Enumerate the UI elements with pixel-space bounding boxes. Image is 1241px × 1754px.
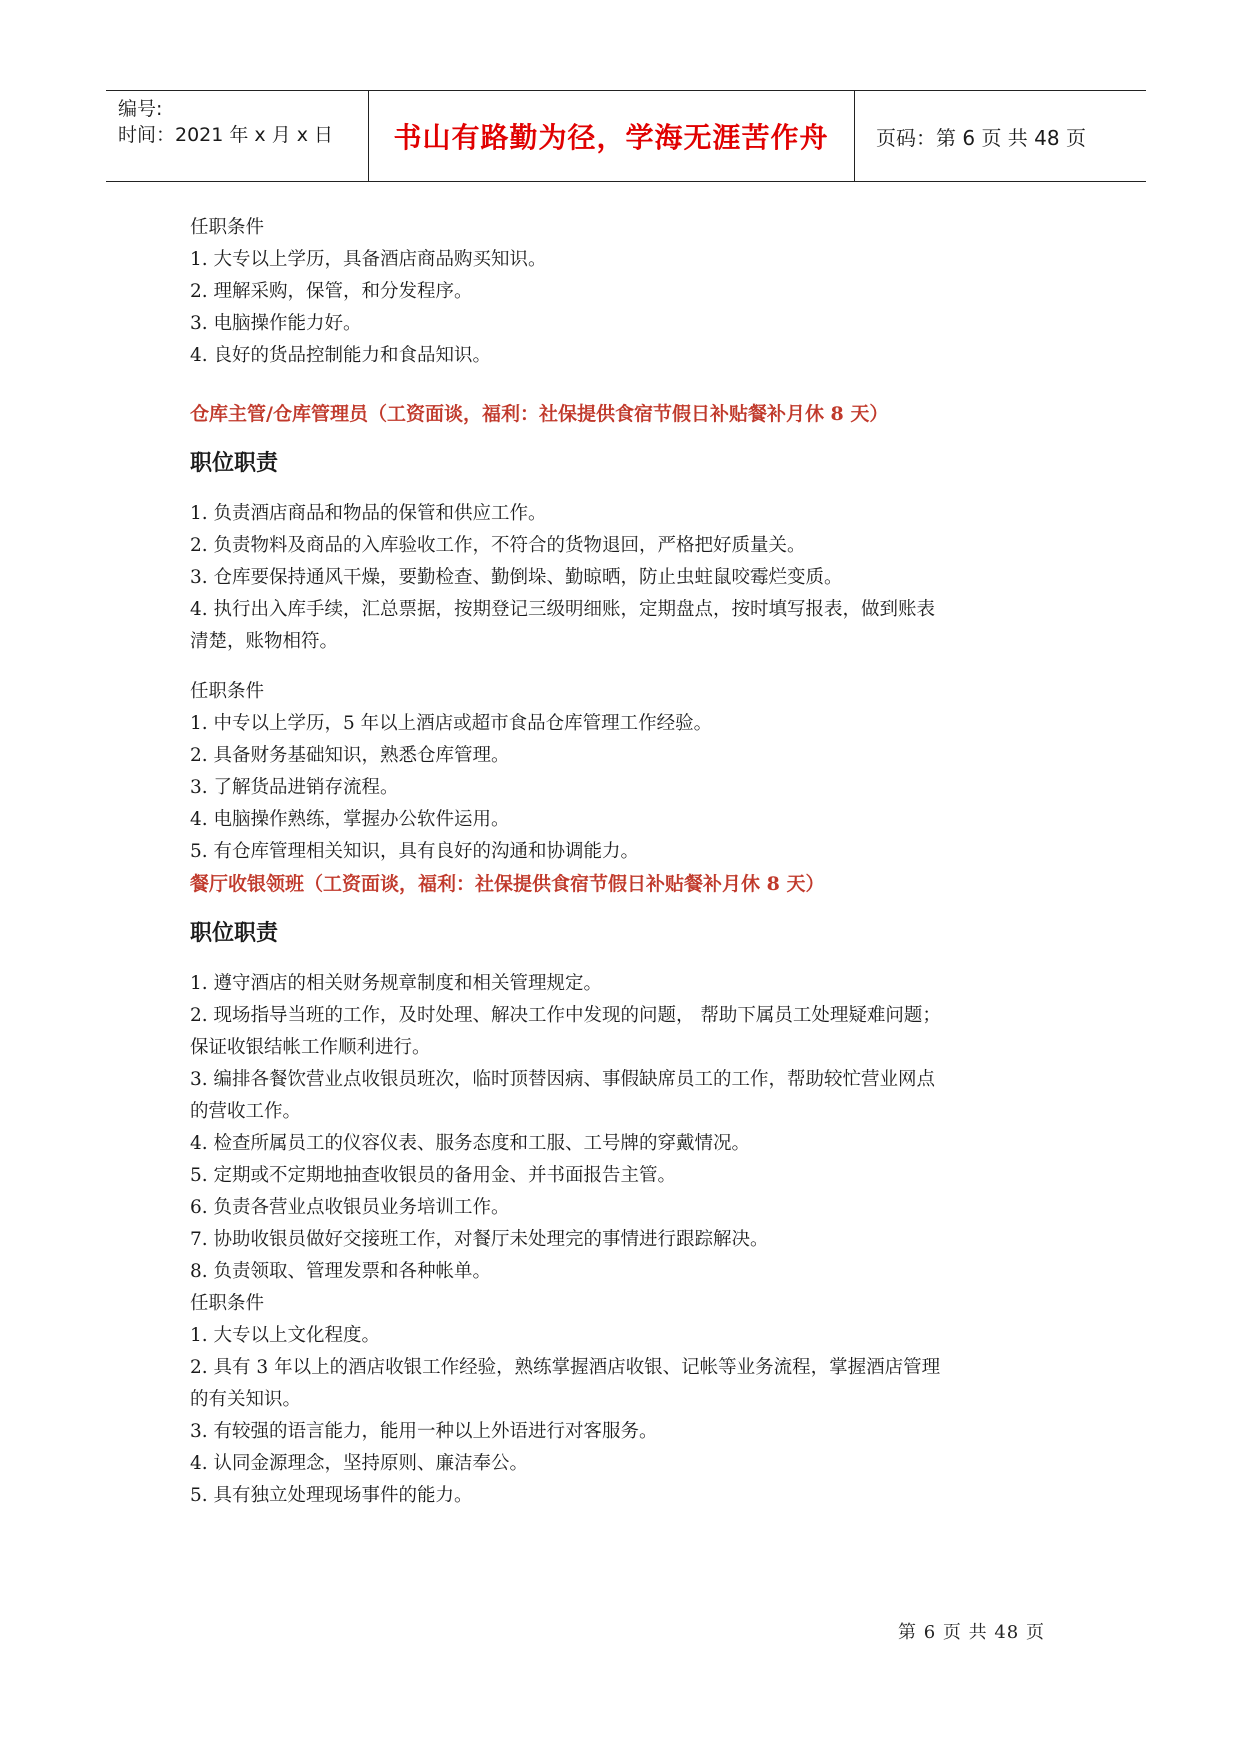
duties-heading: 职位职责 xyxy=(190,921,279,946)
duty-item: 5. 定期或不定期地抽查收银员的备用金、并书面报告主管。 xyxy=(190,1165,677,1186)
requirement-item: 2. 具备财务基础知识，熟悉仓库管理。 xyxy=(190,745,510,766)
duty-item-continued: 的营收工作。 xyxy=(190,1101,302,1122)
header-divider xyxy=(854,91,855,181)
requirement-item: 1. 大专以上学历，具备酒店商品购买知识。 xyxy=(190,249,547,270)
position-title: 仓库主管/仓库管理员（工资面谈，福利：社保提供食宿节假日补贴餐补月休 8 天） xyxy=(190,403,889,425)
position-title: 餐厅收银领班（工资面谈，福利：社保提供食宿节假日补贴餐补月休 8 天） xyxy=(190,873,825,895)
duty-item: 3. 仓库要保持通风干燥，要勤检查、勤倒垛、勤晾晒，防止虫蛀鼠咬霉烂变质。 xyxy=(190,567,843,588)
duty-item-continued: 清楚，账物相符。 xyxy=(190,631,339,652)
requirement-item: 4. 认同金源理念，坚持原则、廉洁奉公。 xyxy=(190,1453,529,1474)
page-header xyxy=(106,90,1146,182)
header-meta xyxy=(118,91,368,181)
requirement-item: 2. 理解采购，保管，和分发程序。 xyxy=(190,281,473,302)
requirements-title: 任职条件 xyxy=(190,681,265,702)
duty-item: 7. 协助收银员做好交接班工作，对餐厅未处理完的事情进行跟踪解决。 xyxy=(190,1229,769,1250)
duty-item-continued: 保证收银结帐工作顺利进行。 xyxy=(190,1037,431,1058)
requirements-title: 任职条件 xyxy=(190,217,265,238)
requirement-item-continued: 的有关知识。 xyxy=(190,1389,302,1410)
requirement-item: 5. 具有独立处理现场事件的能力。 xyxy=(190,1485,473,1506)
duty-item: 8. 负责领取、管理发票和各种帐单。 xyxy=(190,1261,492,1282)
duty-item: 4. 检查所属员工的仪容仪表、服务态度和工服、工号牌的穿戴情况。 xyxy=(190,1133,751,1154)
header-motto: 书山有路勤为径，学海无涯苦作舟 xyxy=(393,121,829,154)
requirement-item: 2. 具有 3 年以上的酒店收银工作经验，熟练掌握酒店收银、记帐等业务流程，掌握酒店管理 xyxy=(190,1357,941,1378)
duty-item: 1. 负责酒店商品和物品的保管和供应工作。 xyxy=(190,503,547,524)
duties-heading: 职位职责 xyxy=(190,451,279,476)
document-body xyxy=(190,212,1080,1512)
duty-item: 6. 负责各营业点收银员业务培训工作。 xyxy=(190,1197,510,1218)
duty-item: 2. 现场指导当班的工作，及时处理、解决工作中发现的问题， 帮助下属员工处理疑难问题； xyxy=(190,1005,941,1026)
duty-item: 2. 负责物料及商品的入库验收工作，不符合的货物退回，严格把好质量关。 xyxy=(190,535,806,556)
requirement-item: 1. 大专以上文化程度。 xyxy=(190,1325,381,1346)
duty-item: 3. 编排各餐饮营业点收银员班次，临时顶替因病、事假缺席员工的工作，帮助较忙营业网点 xyxy=(190,1069,936,1090)
duty-item: 1. 遵守酒店的相关财务规章制度和相关管理规定。 xyxy=(190,973,603,994)
document-code-label: 编号: xyxy=(118,98,163,120)
requirement-item: 1. 中专以上学历，5 年以上酒店或超市食品仓库管理工作经验。 xyxy=(190,713,713,734)
document-time-label: 时间：2021 年 x 月 x 日 xyxy=(118,124,334,146)
header-page-info: 页码：第 6 页 共 48 页 xyxy=(876,125,1086,150)
requirements-title: 任职条件 xyxy=(190,1293,265,1314)
page-footer-number: 第 6 页 共 48 页 xyxy=(898,1622,1045,1643)
requirement-item: 3. 有较强的语言能力，能用一种以上外语进行对客服务。 xyxy=(190,1421,658,1442)
requirement-item: 5. 有仓库管理相关知识，具有良好的沟通和协调能力。 xyxy=(190,841,640,862)
requirement-item: 3. 电脑操作能力好。 xyxy=(190,313,362,334)
requirement-item: 4. 电脑操作熟练，掌握办公软件运用。 xyxy=(190,809,510,830)
requirement-item: 4. 良好的货品控制能力和食品知识。 xyxy=(190,345,492,366)
duty-item: 4. 执行出入库手续，汇总票据，按期登记三级明细账，定期盘点，按时填写报表，做到账表 xyxy=(190,599,936,620)
requirement-item: 3. 了解货品进销存流程。 xyxy=(190,777,399,798)
